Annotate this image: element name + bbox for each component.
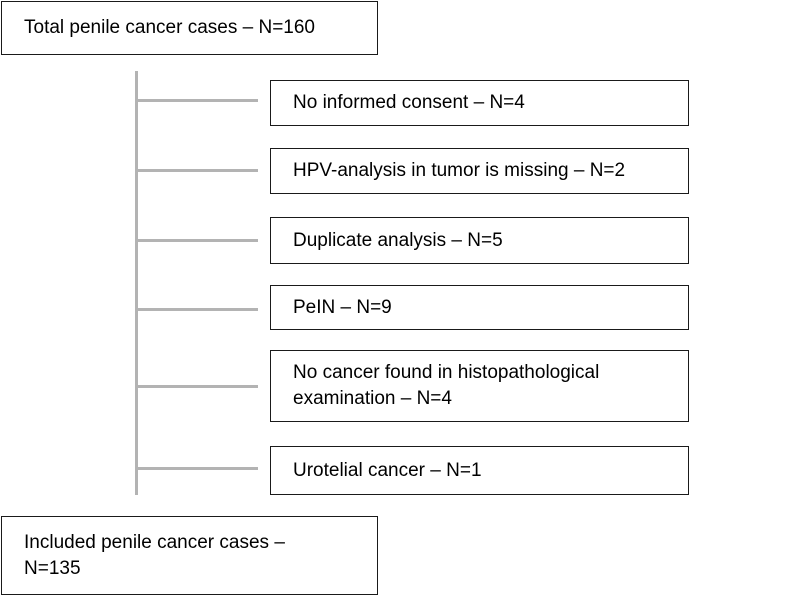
total-cases-label: Total penile cancer cases – N=160 [24,17,315,38]
exclusion-label: PeIN – N=9 [293,296,392,318]
flow-connector-spine [135,71,138,495]
branch-connector [138,467,258,470]
branch-connector [138,385,258,388]
included-cases-box [1,516,378,595]
exclusion-label: HPV-analysis in tumor is missing – N=2 [293,160,626,181]
exclusion-label: No informed consent – N=4 [293,92,525,113]
exclusion-box [270,217,689,264]
exclusion-label: No cancer found in histopathological examination – N=4 [293,362,600,409]
included-cases-label: Included penile cancer cases – N=135 [24,531,285,579]
branch-connector [138,99,258,102]
exclusion-box [270,446,689,495]
branch-connector [138,308,258,311]
exclusion-box [270,148,689,194]
exclusion-box [270,285,689,330]
exclusion-label: Urotelial cancer – N=1 [293,459,482,481]
exclusion-label: Duplicate analysis – N=5 [293,229,503,251]
exclusion-box [270,350,689,422]
branch-connector [138,169,258,172]
exclusion-box [270,80,689,126]
branch-connector [138,239,258,242]
total-cases-box [1,1,378,55]
